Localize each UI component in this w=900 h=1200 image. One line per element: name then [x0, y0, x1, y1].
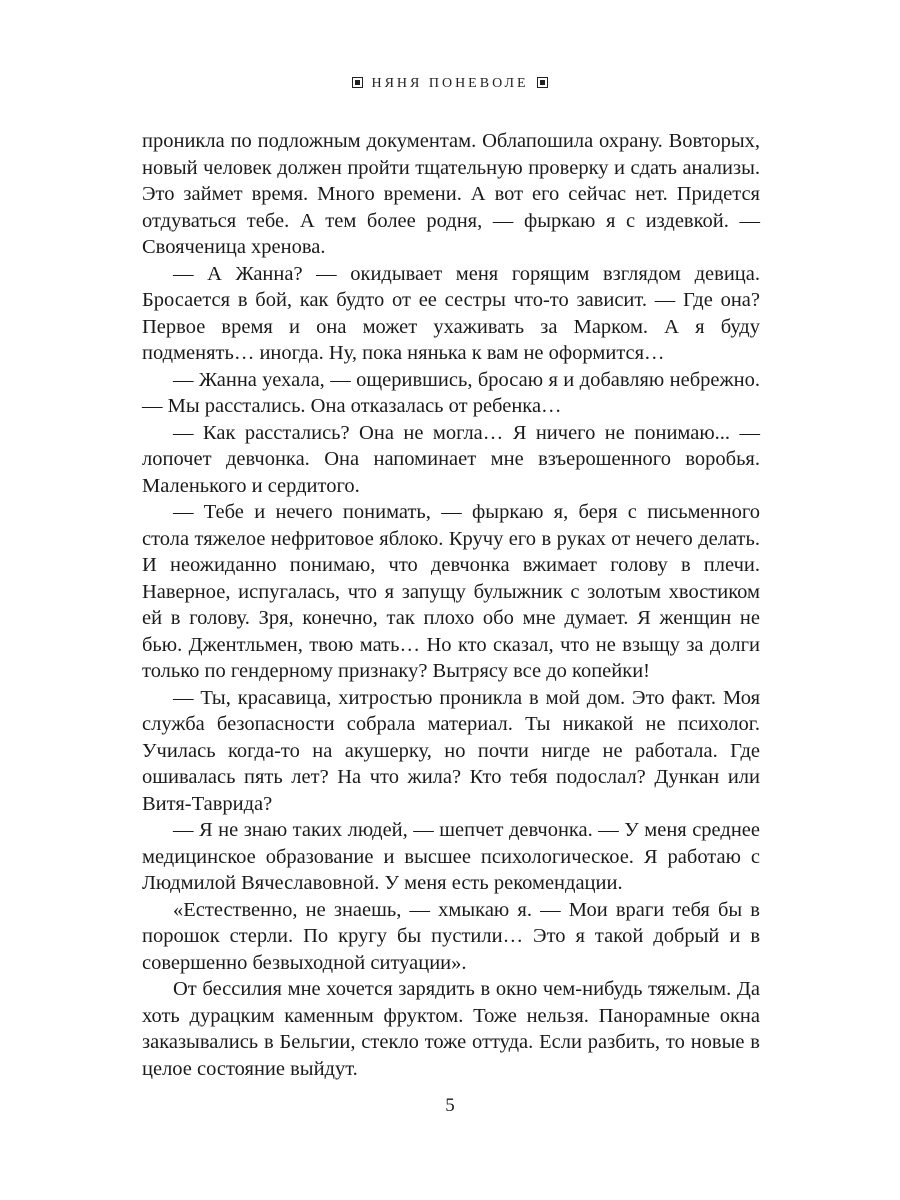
paragraph: — Ты, красавица, хитростью проникла в мой дом. Это факт. Моя служба безопасности собрала материал. Ты никакой не психолог. Училась когда-то на акушерку, но почти нигде не работала. Где ошивалась пять лет? На что жила? Кто тебя подослал? Дункан или Витя-Таврида? [142, 686, 760, 815]
paragraph: От бессилия мне хочется зарядить в окно чем-нибудь тяжелым. Да хоть дурацким каменным фруктом. Тоже нельзя. Панорамные окна заказывались в Бельгии, стекло тоже оттуда. Если разбить, то новые в целое состояние выйдут. [142, 978, 760, 1080]
paragraph: «Естественно, не знаешь, — хмыкаю я. — Мои враги тебя бы в порошок стерли. По кругу бы пустили… Это я такой добрый и в совершенно безвыходной ситуации». [142, 898, 760, 974]
running-head-title: НЯНЯ ПОНЕВОЛЕ [371, 76, 529, 91]
page-number: 5 [445, 1095, 455, 1116]
paragraph: — Я не знаю таких людей, — шепчет девчонка. — У меня среднее медицинское образование и высшее психологическое. Я работаю с Людмилой Вячеславовной. У меня есть рекомендации. [142, 819, 760, 894]
running-head [0, 76, 900, 92]
paragraph: — Жанна уехала, — ощерившись, бросаю я и добавляю небрежно. — Мы расстались. Она отказалась от ребенка… [142, 368, 760, 417]
paragraph: — А Жанна? — окидывает меня горящим взглядом девица. Бросается в бой, как будто от ее сестры что-то зависит. — Где она? Первое время и она может ухаживать за Марком. А я буду подменять… иногда. Ну, пока нянька к вам не оформится… [142, 262, 760, 364]
paragraph: проникла по подложным документам. Облапошила охрану. Вовторых, новый человек должен пройти тщательную проверку и сдать анализы. Это займет время. Много времени. А вот его сейчас нет. Придется отдуваться тебе. А тем более родня, — фыркаю я с издевкой. — Свояченица хренова. [142, 130, 760, 258]
ornament-left-icon [352, 77, 363, 88]
paragraph: — Как расстались? Она не могла… Я ничего не понимаю... — лопочет девчонка. Она напоминает мне взъерошенного воробья. Маленького и сердитого. [142, 421, 760, 497]
ornament-right-icon [537, 77, 548, 88]
paragraph: — Тебе и нечего понимать, — фыркаю я, беря с письменного стола тяжелое нефритовое яблоко. Кручу его в руках от нечего делать. И неожиданно понимаю, что девчонка вжимает голову в плечи. Наверное, испугалась, что я запущу булыжник с золотым хвостиком ей в голову. Зря, конечно, так плохо обо мне думает. Я женщин не бью. Джентльмен, твою мать… Но кто сказал, что не взыщу за долги только по гендерному признаку? Вытрясу все до копейки! [142, 501, 760, 682]
body-text [142, 128, 760, 1082]
